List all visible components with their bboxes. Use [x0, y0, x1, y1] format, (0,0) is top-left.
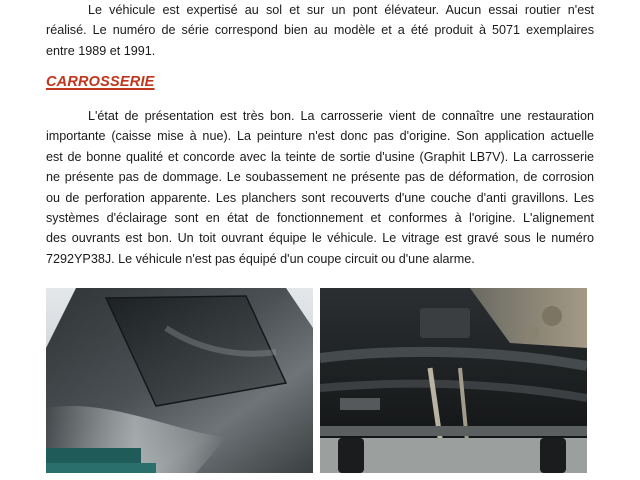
- paragraph-line: ne présente pas de dommage. Le soubassement ne présente pas de déformation, de corrosion: [46, 170, 594, 185]
- paragraph-line: L'état de présentation est très bon. La carrosserie vient de connaître une restauration: [88, 109, 594, 123]
- carrosserie-paragraph: [46, 106, 594, 269]
- paragraph-line: importante (caisse mise à nue). La peinture n'est donc pas d'origine. Son application actuelle: [46, 129, 594, 144]
- intro-line: Le véhicule est expertisé au sol et sur un pont élévateur. Aucun essai routier n'est: [88, 3, 594, 17]
- underside-photo: [320, 288, 587, 473]
- paragraph-line: 7292YP38J. Le véhicule n'est pas équipé d'un coupe circuit ou d'une alarme.: [46, 251, 475, 266]
- roof-photo-image: [46, 288, 313, 473]
- paragraph-line: ou de perforation apparente. Les planchers sont recouverts d'une couche d'anti gravillons. Les: [46, 190, 594, 205]
- intro-paragraph: [46, 0, 594, 61]
- intro-line: entre 1989 et 1991.: [46, 43, 156, 58]
- underside-photo-image: [320, 288, 587, 473]
- section-heading: CARROSSERIE: [46, 74, 155, 90]
- paragraph-line: est de bonne qualité et concorde avec la teinte de sortie d'usine (Graphit LB7V). La carrosserie: [46, 149, 594, 164]
- paragraph-line: des ouvrants est bon. Un toit ouvrant équipe le véhicule. Le vitrage est gravé sous le numéro: [46, 231, 594, 246]
- paragraph-line: systèmes d'éclairage sont en état de fonctionnement et conformes à l'origine. L'alignement: [46, 211, 594, 226]
- intro-line: réalisé. Le numéro de série correspond bien au modèle et a été produit à 5071 exemplaires: [46, 23, 594, 38]
- roof-photo: [46, 288, 313, 473]
